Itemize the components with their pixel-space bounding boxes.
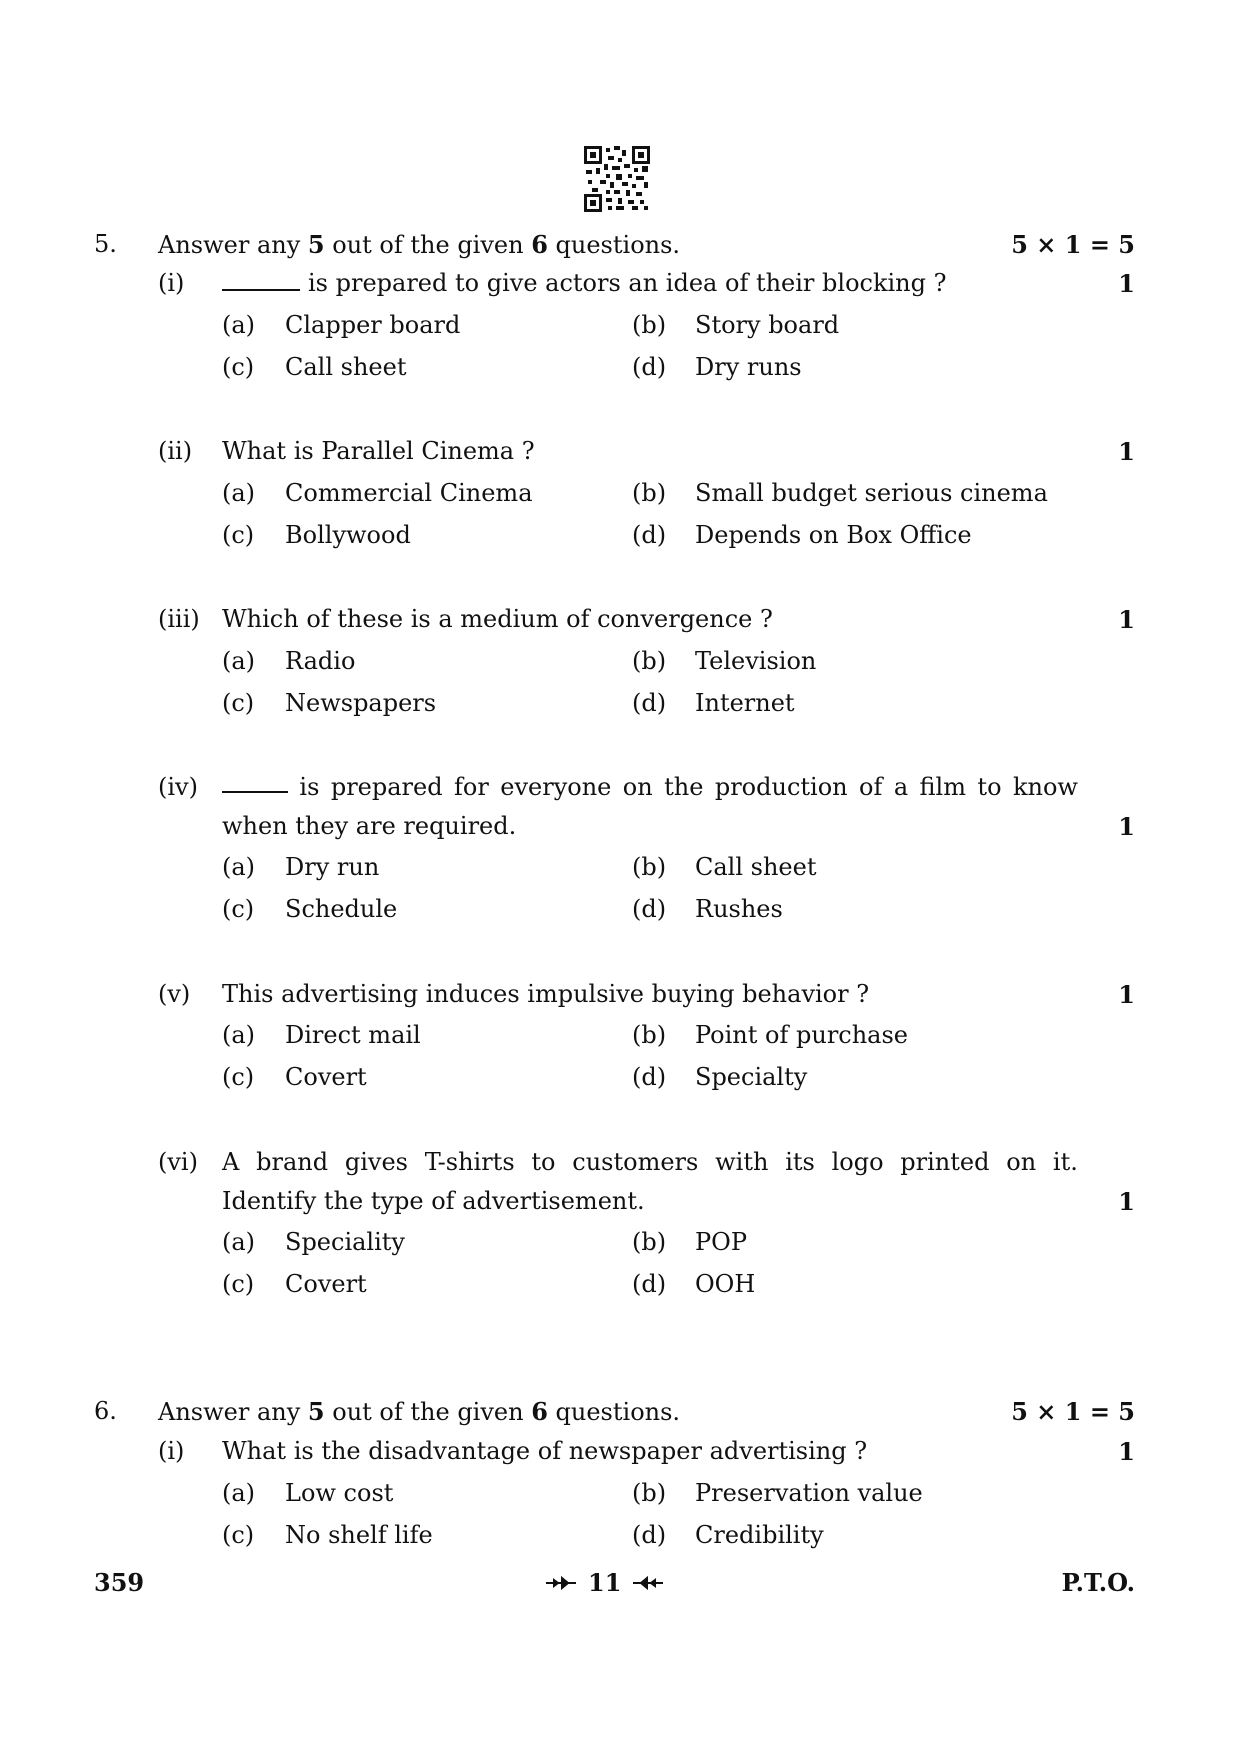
- option-text: Newspapers: [285, 689, 437, 717]
- option-text: Depends on Box Office: [695, 521, 972, 549]
- option-text: Dry run: [285, 853, 380, 881]
- sub-question-number: (v): [158, 980, 191, 1008]
- option-text: Credibility: [695, 1521, 824, 1549]
- page-number: 11: [588, 1568, 622, 1597]
- option-text: Schedule: [285, 895, 398, 923]
- sub-question-marks: 1: [1118, 980, 1135, 1009]
- option-text: Call sheet: [695, 853, 817, 881]
- option-label: (a): [222, 1479, 256, 1507]
- option-text: Preservation value: [695, 1479, 923, 1507]
- option-label: (a): [222, 1021, 256, 1049]
- option-label: (c): [222, 1270, 255, 1298]
- qr-code: [584, 146, 650, 212]
- sub-question-text-line: Identify the type of advertisement.: [222, 1187, 645, 1215]
- option-text: Commercial Cinema: [285, 479, 533, 507]
- option-text: No shelf life: [285, 1521, 433, 1549]
- option-label: (d): [632, 1521, 667, 1549]
- ornament-left-icon: [546, 1576, 576, 1590]
- answer-blank: [222, 773, 288, 793]
- option-text: Internet: [695, 689, 795, 717]
- sub-question-text-line: when they are required.: [222, 812, 517, 840]
- option-label: (d): [632, 353, 667, 381]
- question-marks: 5 × 1 = 5: [1011, 230, 1135, 259]
- option-label: (b): [632, 311, 667, 339]
- sub-question-text: Which of these is a medium of convergence ?: [222, 605, 773, 633]
- option-text: Radio: [285, 647, 356, 675]
- option-label: (c): [222, 895, 255, 923]
- ornament-right-icon: [633, 1576, 663, 1590]
- option-label: (c): [222, 353, 255, 381]
- sub-question-marks: 1: [1118, 1187, 1135, 1216]
- option-label: (d): [632, 521, 667, 549]
- option-text: Covert: [285, 1270, 367, 1298]
- sub-question-number: (iv): [158, 773, 198, 801]
- paper-code: 359: [94, 1568, 145, 1597]
- option-label: (b): [632, 1228, 667, 1256]
- option-label: (d): [632, 689, 667, 717]
- option-text: Covert: [285, 1063, 367, 1091]
- sub-question-number: (iii): [158, 605, 200, 633]
- question-marks: 5 × 1 = 5: [1011, 1397, 1135, 1426]
- option-label: (c): [222, 689, 255, 717]
- option-text: Call sheet: [285, 353, 407, 381]
- option-text: OOH: [695, 1270, 756, 1298]
- option-text: Clapper board: [285, 311, 461, 339]
- sub-question-number: (ii): [158, 437, 193, 465]
- option-text: Television: [695, 647, 817, 675]
- option-label: (b): [632, 853, 667, 881]
- option-label: (d): [632, 1270, 667, 1298]
- option-label: (b): [632, 1021, 667, 1049]
- sub-question-text: What is the disadvantage of newspaper advertising ?: [222, 1437, 868, 1465]
- option-label: (b): [632, 647, 667, 675]
- sub-question-marks: 1: [1118, 437, 1135, 466]
- sub-question-text: This advertising induces impulsive buying behavior ?: [222, 980, 870, 1008]
- sub-question-marks: 1: [1118, 269, 1135, 298]
- option-text: Specialty: [695, 1063, 808, 1091]
- option-text: Rushes: [695, 895, 783, 923]
- sub-question-marks: 1: [1118, 1437, 1135, 1466]
- sub-question-text-line: is prepared for everyone on the production of a film to know: [222, 773, 1078, 801]
- option-text: Small budget serious cinema: [695, 479, 1048, 507]
- option-text: Bollywood: [285, 521, 411, 549]
- option-label: (d): [632, 895, 667, 923]
- sub-question-number: (i): [158, 1437, 185, 1465]
- option-label: (a): [222, 853, 256, 881]
- option-label: (a): [222, 479, 256, 507]
- option-text: Speciality: [285, 1228, 405, 1256]
- question-instruction: Answer any 5 out of the given 6 questions.: [158, 230, 681, 259]
- question-number: 6.: [94, 1397, 117, 1425]
- answer-blank: [222, 271, 300, 291]
- sub-question-text: What is Parallel Cinema ?: [222, 437, 535, 465]
- sub-question-number: (i): [158, 269, 185, 297]
- option-text: Direct mail: [285, 1021, 421, 1049]
- sub-question-text-line: A brand gives T-shirts to customers with its logo printed on it.: [222, 1148, 1078, 1176]
- option-text: Low cost: [285, 1479, 394, 1507]
- option-label: (c): [222, 521, 255, 549]
- option-label: (d): [632, 1063, 667, 1091]
- sub-question-marks: 1: [1118, 812, 1135, 841]
- option-label: (b): [632, 1479, 667, 1507]
- option-text: POP: [695, 1228, 747, 1256]
- option-label: (a): [222, 311, 256, 339]
- option-label: (c): [222, 1063, 255, 1091]
- sub-question-marks: 1: [1118, 605, 1135, 634]
- option-label: (c): [222, 1521, 255, 1549]
- page-number-block: [546, 1568, 663, 1597]
- option-text: Story board: [695, 311, 840, 339]
- sub-question-number: (vi): [158, 1148, 198, 1176]
- sub-question-text: is prepared to give actors an idea of their blocking ?: [222, 269, 947, 297]
- option-text: Dry runs: [695, 353, 802, 381]
- option-label: (a): [222, 1228, 256, 1256]
- pto-label: P.T.O.: [1061, 1568, 1135, 1597]
- option-label: (a): [222, 647, 256, 675]
- question-number: 5.: [94, 230, 117, 258]
- question-instruction: Answer any 5 out of the given 6 questions.: [158, 1397, 681, 1426]
- option-label: (b): [632, 479, 667, 507]
- option-text: Point of purchase: [695, 1021, 909, 1049]
